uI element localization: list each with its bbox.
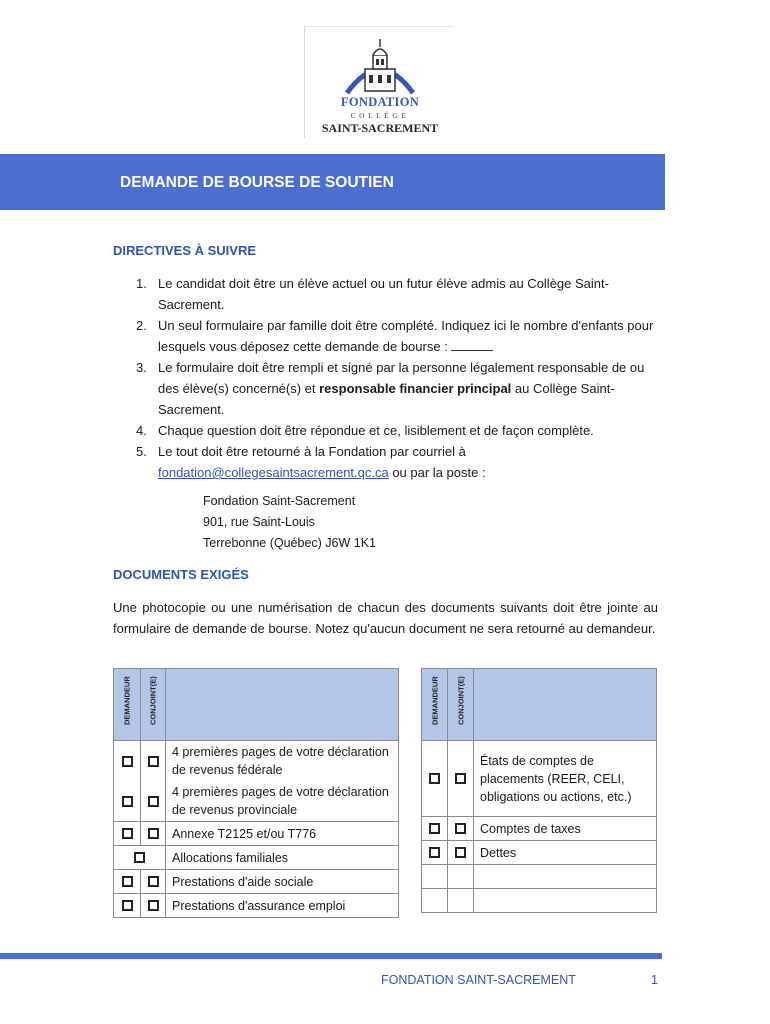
logo-college-text: COLLÈGE bbox=[350, 111, 410, 120]
doc-label: Allocations familiales bbox=[166, 846, 399, 870]
checkbox-conjoint[interactable] bbox=[148, 876, 159, 887]
email-link[interactable]: fondation@collegesaintsacrement.qc.ca bbox=[158, 465, 389, 480]
table-row bbox=[114, 894, 399, 918]
title-banner bbox=[0, 154, 665, 210]
table-row bbox=[114, 781, 399, 822]
table-row bbox=[114, 741, 399, 782]
list-item: 4. Chaque question doit être répondue et ce, lisiblement et de façon complète. bbox=[136, 423, 594, 438]
table-row bbox=[114, 822, 399, 846]
children-count-field[interactable] bbox=[451, 339, 493, 351]
doc-label: 4 premières pages de votre déclaration de revenus provinciale bbox=[166, 781, 399, 822]
checkbox-conjoint[interactable] bbox=[455, 847, 466, 858]
table-row bbox=[422, 841, 657, 865]
checkbox-conjoint[interactable] bbox=[455, 773, 466, 784]
checkbox-demandeur[interactable] bbox=[122, 756, 133, 767]
directives-list bbox=[132, 273, 662, 483]
col-demandeur: DEMANDEUR bbox=[430, 676, 439, 725]
table-row bbox=[422, 741, 657, 817]
page-title: DEMANDE DE BOURSE DE SOUTIEN bbox=[120, 174, 394, 191]
checkbox-demandeur[interactable] bbox=[429, 773, 440, 784]
doc-label: 4 premières pages de votre déclaration de revenus fédérale bbox=[166, 741, 399, 782]
checkbox-demandeur[interactable] bbox=[122, 900, 133, 911]
col-conjoint: CONJOINT(E) bbox=[456, 676, 465, 725]
footer-name: FONDATION SAINT-SACREMENT bbox=[381, 973, 576, 987]
doc-label: États de comptes de placements (REER, CELI, obligations ou actions, etc.) bbox=[474, 741, 657, 817]
checkbox-demandeur[interactable] bbox=[122, 828, 133, 839]
table-row bbox=[422, 817, 657, 841]
doc-label: Annexe T2125 et/ou T776 bbox=[166, 822, 399, 846]
doc-label: Dettes bbox=[474, 841, 657, 865]
checkbox-conjoint[interactable] bbox=[148, 756, 159, 767]
checkbox-conjoint[interactable] bbox=[148, 796, 159, 807]
directives-heading: DIRECTIVES À SUIVRE bbox=[113, 243, 257, 258]
documents-heading: DOCUMENTS EXIGÉS bbox=[113, 567, 249, 582]
checkbox-demandeur[interactable] bbox=[429, 847, 440, 858]
college-building-icon bbox=[343, 39, 417, 97]
table-row bbox=[114, 846, 399, 870]
table-row bbox=[422, 889, 657, 913]
documents-table-right bbox=[421, 668, 657, 913]
list-item: 1. Le candidat doit être un élève actuel ou un futur élève admis au Collège Saint-Sacrement. bbox=[136, 276, 609, 312]
list-item: 2. Un seul formulaire par famille doit être complété. Indiquez ici le nombre d'enfants pour lesquels vous déposez cette demande de bourse : bbox=[136, 318, 654, 354]
table-row bbox=[422, 865, 657, 889]
table-row bbox=[114, 870, 399, 894]
doc-label: Prestations d'aide sociale bbox=[166, 870, 399, 894]
logo-fondation-text: FONDATION bbox=[340, 95, 420, 109]
doc-label: Comptes de taxes bbox=[474, 817, 657, 841]
postal-address: Fondation Saint-Sacrement 901, rue Saint-Louis Terrebonne (Québec) J6W 1K1 bbox=[203, 494, 377, 550]
page-number: 1 bbox=[651, 973, 658, 987]
logo-saint-sacrement-text: SAINT-SACREMENT bbox=[321, 121, 439, 135]
col-conjoint: CONJOINT(E) bbox=[148, 676, 158, 725]
doc-label: Prestations d'assurance emploi bbox=[166, 894, 399, 918]
checkbox-conjoint[interactable] bbox=[148, 828, 159, 839]
checkbox-conjoint[interactable] bbox=[148, 900, 159, 911]
documents-intro: Une photocopie ou une numérisation de chacun des documents suivants doit être jointe au formulaire de demande de bourse. Notez qu'aucun document ne sera retourné au demandeur. bbox=[113, 600, 658, 636]
checkbox-demandeur[interactable] bbox=[429, 823, 440, 834]
list-item: 3. Le formulaire doit être rempli et signé par la personne légalement responsable de ou des élève(s) concerné(s) et responsable financier principal au Collège Saint-Sacrement. bbox=[136, 360, 645, 417]
checkbox-conjoint[interactable] bbox=[455, 823, 466, 834]
logo bbox=[304, 26, 454, 138]
checkbox-demandeur[interactable] bbox=[122, 876, 133, 887]
checkbox-demandeur[interactable] bbox=[134, 852, 145, 863]
checkbox-demandeur[interactable] bbox=[122, 796, 133, 807]
documents-table-left bbox=[113, 668, 399, 918]
col-demandeur: DEMANDEUR bbox=[122, 676, 132, 725]
footer-divider bbox=[0, 953, 662, 959]
list-item: 5. Le tout doit être retourné à la Fondation par courriel à fondation@collegesaintsacrement.qc.ca ou par la poste : bbox=[136, 444, 486, 480]
